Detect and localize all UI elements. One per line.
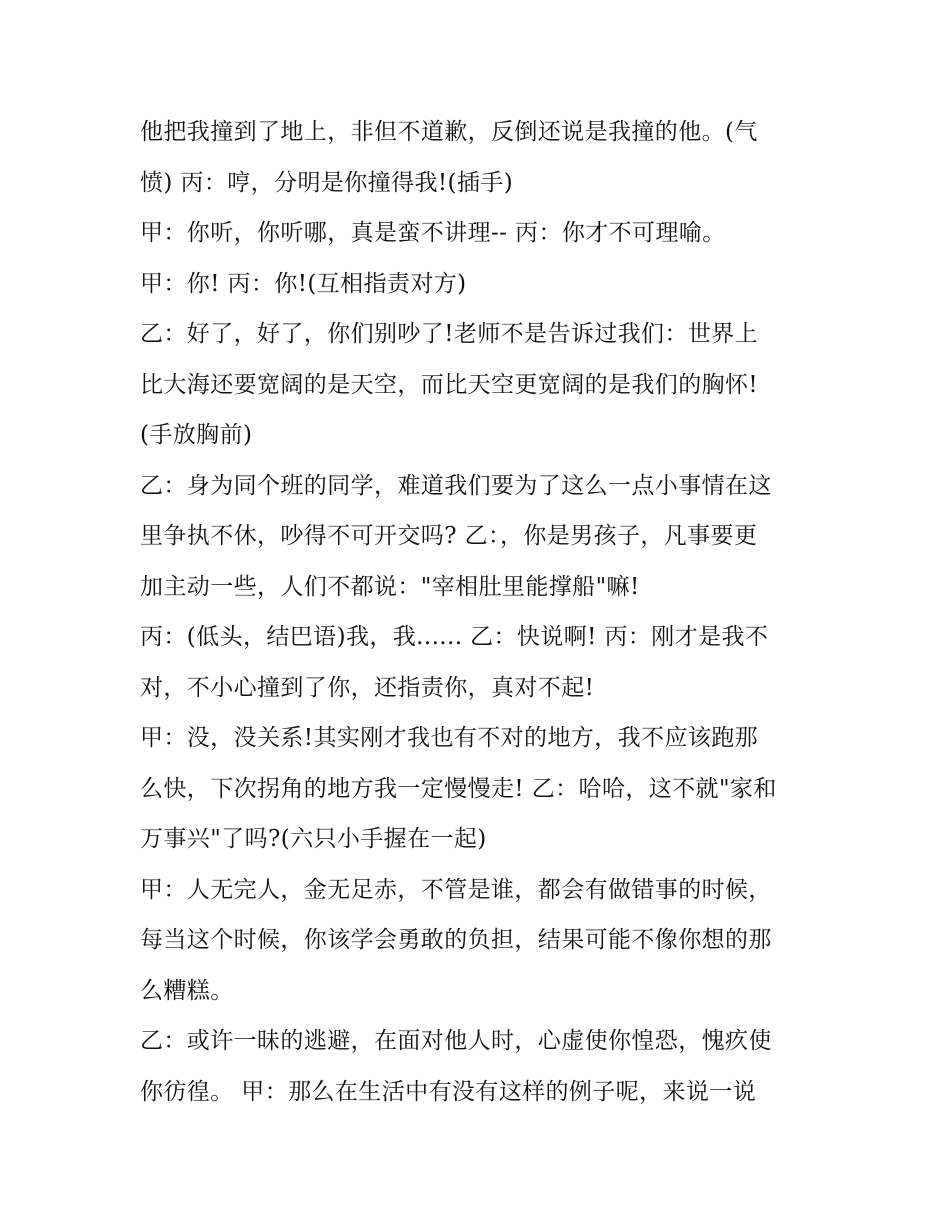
text-line: 甲：人无完人，金无足赤，不管是谁，都会有做错事的时候， <box>140 876 772 903</box>
text-line: 乙：身为同个班的同学，难道我们要为了这么一点小事情在这 <box>140 472 772 499</box>
text-line: 愤) 丙：哼，分明是你撞得我!(插手) <box>140 169 514 196</box>
text-line: 你彷徨。 甲：那么在生活中有没有这样的例子呢，来说一说 <box>140 1078 757 1105</box>
text-line: 乙：好了，好了，你们别吵了!老师不是告诉过我们：世界上 <box>140 321 759 347</box>
text-line: 甲：你! 丙：你!(互相指责对方) <box>140 270 467 297</box>
text-line: 加主动一些，人们不都说："宰相肚里能撑船"嘛! <box>140 573 640 600</box>
text-line: 么糟糕。 <box>140 977 234 1004</box>
text-line: 么快，下次拐角的地方我一定慢慢走! 乙：哈哈，这不就"家和 <box>140 775 777 802</box>
text-line: 里争执不休，吵得不可开交吗? 乙：，你是男孩子，凡事要更 <box>140 523 758 549</box>
document-body <box>140 107 820 1117</box>
text-line: 丙：(低头，结巴语)我，我...... 乙：快说啊! 丙：刚才是我不 <box>140 624 769 650</box>
text-line: 甲：你听，你听哪，真是蛮不讲理-- 丙：你才不可理喻。 <box>140 220 726 246</box>
text-line: 万事兴"了吗?(六只小手握在一起) <box>140 826 487 852</box>
text-line: 甲：没，没关系!其实刚才我也有不对的地方，我不应该跑那 <box>140 725 759 751</box>
text-line: 每当这个时候，你该学会勇敢的负担，结果可能不像你想的那 <box>140 927 772 953</box>
text-line: 乙：或许一昧的逃避，在面对他人时，心虚使你惶恐，愧疚使 <box>140 1028 772 1054</box>
text-line: 他把我撞到了地上，非但不道歉，反倒还说是我撞的他。(气 <box>140 119 758 145</box>
text-line: 比大海还要宽阔的是天空，而比天空更宽阔的是我们的胸怀! <box>140 371 759 398</box>
text-line: 对，不小心撞到了你，还指责你，真对不起! <box>140 674 595 701</box>
text-line: (手放胸前) <box>140 422 253 448</box>
